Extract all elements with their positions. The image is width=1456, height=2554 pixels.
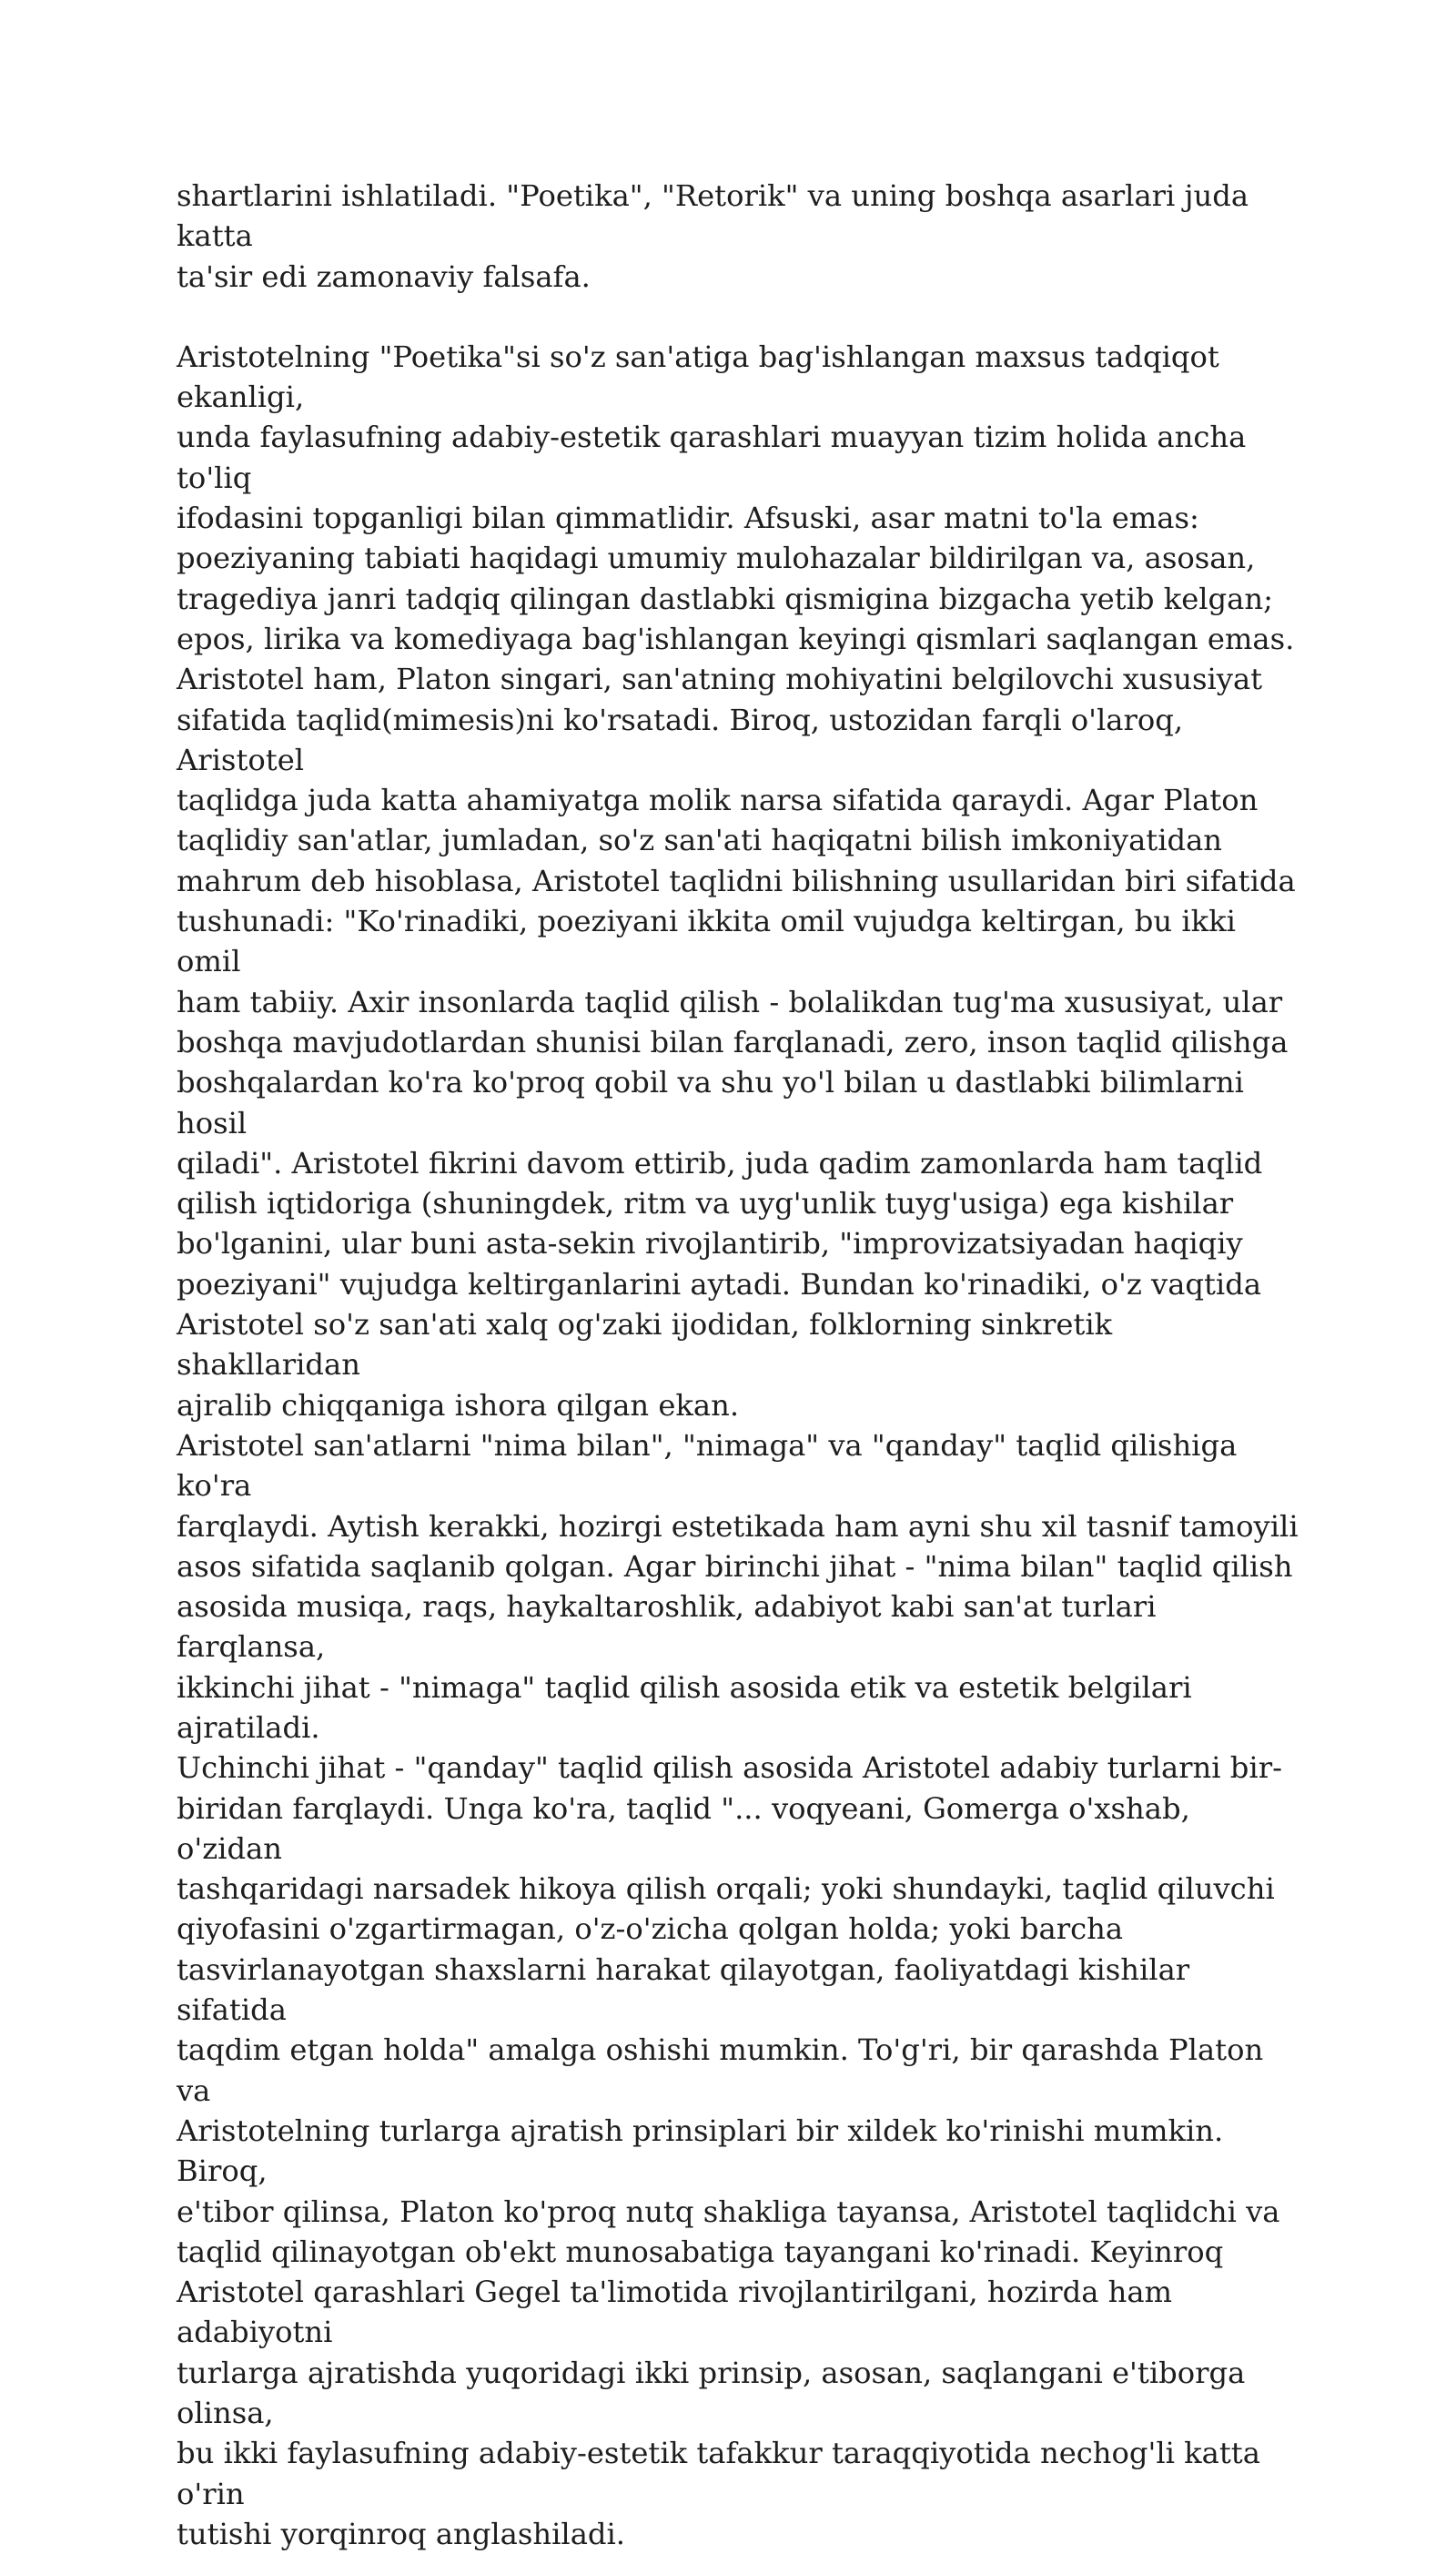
paragraph-poetika: Aristotelning "Poetika"si so'z san'atiga bag'ishlangan maxsus tadqiqot ekanligi, unda faylasufning adabiy-estetik qarashlari muayyan tizim holida ancha to'liq ifodasini topganligi bilan qimmatlidir. Afsuski, asar matni to'la emas: poeziyaning tabiati haqidagi umumiy mulohazalar bildirilgan va, asosan, tragediya janri tadqiq qilingan dastlabki qismigina bizgacha yetib kelgan; epos, lirika va komediyaga bag'ishlangan keyingi qismlari saqlangan emas. Aristotel ham, Platon singari, san'atning mohiyatini belgilovchi xususiyat sifatida taqlid(mimesis)ni ko'rsatadi. Biroq, ustozidan farqli o'laroq, Aristotel taqlidga juda katta ahamiyatga molik narsa sifatida qaraydi. Agar Platon taqlidiy san'atlar, jumladan, so'z san'ati haqiqatni bilish imkoniyatidan mahrum deb hisoblasa, Aristotel taqlidni bilishning usullaridan biri sifatida tushunadi: "Ko'rinadiki, poeziyani ikkita omil vujudga keltirgan, bu ikki omil ham tabiiy. Axir insonlarda taqlid qilish - bolalikdan tug'ma xususiyat, ular boshqa mavjudotlardan shunisi bilan farqlanadi, zero, inson taqlid qilishga boshqalardan ko'ra ko'proq qobil va shu yo'l bilan u dastlabki bilimlarni hosil qiladi". Aristotel fikrini davom ettirib, juda qadim zamonlarda ham taqlid qilish iqtidoriga (shuningdek, ritm va uyg'unlik tuyg'usiga) ega kishilar bo'lganini, ular buni asta-sekin rivojlantirib, "improvizatsiyadan haqiqiy poeziyani" vujudga keltirganlarini aytadi. Bundan ko'rinadiki, o'z vaqtida Aristotel so'z san'ati xalq og'zaki ijodidan, folklorning sinkretik shakllaridan ajralib chiqqaniga ishora qilgan ekan. bbox=[177, 339, 1296, 1423]
paragraph-art-classification: Aristotel san'atlarni "nima bilan", "nimaga" va "qanday" taqlid qilishiga ko'ra farqlaydi. Aytish kerakki, hozirgi estetikada ham ayni shu xil tasnif tamoyili asos sifatida saqlanib qolgan. Agar birinchi jihat - "nima bilan" taqlid qilish asosida musiqa, raqs, haykaltaroshlik, adabiyot kabi san'at turlari farqlansa, ikkinchi jihat - "nimaga" taqlid qilish asosida etik va estetik belgilari ajratiladi. Uchinchi jihat - "qanday" taqlid qilish asosida Aristotel adabiy turlarni bir- biridan farqlaydi. Unga ko'ra, taqlid "... voqyeani, Gomerga o'xshab, o'zidan tashqaridagi narsadek hikoya qilish orqali; yoki shundayki, taqlid qiluvchi qiyofasini o'zgartirmagan, o'z-o'zicha qolgan holda; yoki barcha tasvirlanayotgan shaxslarni harakat qilayotgan, faoliyatdagi kishilar sifatida taqdim etgan holda" amalga oshishi mumkin. To'g'ri, bir qarashda Platon va Aristotelning turlarga ajratish prinsiplari bir xildek ko'rinishi mumkin. Biroq, e'tibor qilinsa, Platon ko'proq nutq shakliga tayansa, Aristotel taqlidchi va taqlid qilinayotgan ob'ekt munosabatiga tayangani ko'rinadi. Keyinroq Aristotel qarashlari Gegel ta'limotida rivojlantirilgani, hozirda ham adabiyotni turlarga ajratishda yuqoridagi ikki prinsip, asosan, saqlangani e'tiborga olinsa, bu ikki faylasufning adabiy-estetik tafakkur taraqqiyotida nechog'li katta o'rin tutishi yorqinroq anglashiladi. bbox=[177, 1427, 1299, 2551]
document-page bbox=[177, 176, 1305, 2554]
paragraph-intro: shartlarini ishlatiladi. "Poetika", "Retorik" va uning boshqa asarlari juda katta ta'sir edi zamonaviy falsafa. bbox=[177, 178, 1249, 294]
paragraph-spacer bbox=[177, 297, 1305, 337]
